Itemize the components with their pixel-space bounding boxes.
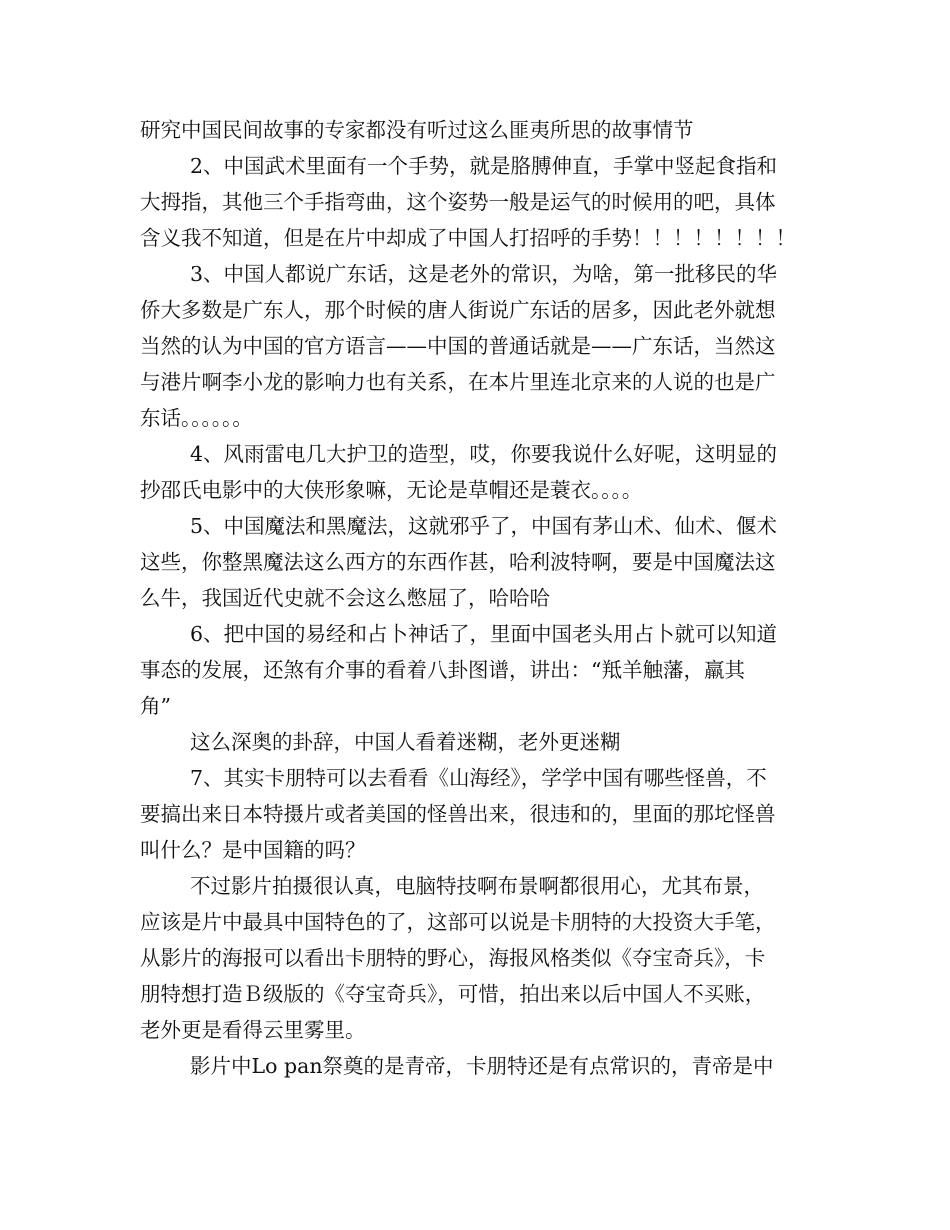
text-line-18: 这么深奥的卦辞，中国人看着迷糊，老外更迷糊 (190, 730, 621, 754)
text-line-23: 应该是片中最具中国特色的了，这部可以说是卡朋特的大投资大手笔， (140, 910, 776, 934)
text-line-20: 要搞出来日本特摄片或者美国的怪兽出来，很违和的，里面的那坨怪兽 (140, 802, 776, 826)
text-line-1: 研究中国民间故事的专家都没有听过这么匪夷所思的故事情节 (140, 118, 694, 142)
text-line-5: 3、中国人都说广东话，这是老外的常识，为啥，第一批移民的华 (190, 262, 778, 286)
text-line-21: 叫什么？是中国籍的吗？ (140, 838, 366, 862)
text-line-11: 抄邵氏电影中的大侠形象嘛，无论是草帽还是蓑衣。。。。 (140, 478, 643, 502)
text-line-4: 含义我不知道，但是在片中却成了中国人打招呼的手势！！！！！！！！ (140, 226, 796, 250)
text-line-9: 东话。。。。。。 (140, 406, 253, 430)
text-line-14: 么牛，我国近代史就不会这么憋屈了，哈哈哈 (140, 586, 550, 610)
text-line-26: 老外更是看得云里雾里。 (140, 1018, 366, 1042)
text-line-3: 大拇指，其他三个手指弯曲，这个姿势一般是运气的时候用的吧，具体 (140, 190, 776, 214)
text-line-8: 与港片啊李小龙的影响力也有关系，在本片里连北京来的人说的也是广 (140, 370, 776, 394)
text-line-12: 5、中国魔法和黑魔法，这就邪乎了，中国有茅山术、仙术、偃术 (190, 514, 778, 538)
text-line-10: 4、风雨雷电几大护卫的造型，哎，你要我说什么好呢，这明显的 (190, 442, 778, 466)
text-line-7: 当然的认为中国的官方语言——中国的普通话就是——广东话，当然这 (140, 334, 776, 358)
text-line-25: 朋特想打造Ｂ级版的《夺宝奇兵》，可惜，拍出来以后中国人不买账， (140, 982, 766, 1006)
text-line-13: 这些，你整黑魔法这么西方的东西作甚，哈利波特啊，要是中国魔法这 (140, 550, 776, 574)
text-line-2: 2、中国武术里面有一个手势，就是胳膊伸直，手掌中竖起食指和 (190, 154, 778, 178)
text-line-22: 不过影片拍摄很认真，电脑特技啊布景啊都很用心，尤其布景， (190, 874, 764, 898)
text-line-19: 7、其实卡朋特可以去看看《山海经》，学学中国有哪些怪兽，不 (190, 766, 767, 790)
text-line-6: 侨大多数是广东人，那个时候的唐人街说广东话的居多，因此老外就想 (140, 298, 776, 322)
text-line-24: 从影片的海报可以看出卡朋特的野心，海报风格类似《夺宝奇兵》，卡 (140, 946, 766, 970)
text-line-15: 6、把中国的易经和占卜神话了，里面中国老头用占卜就可以知道 (190, 622, 778, 646)
text-line-16: 事态的发展，还煞有介事的看着八卦图谱，讲出：“羝羊触藩，羸其 (140, 658, 745, 682)
text-line-17: 角” (140, 694, 171, 718)
text-line-27: 影片中Lo pan祭奠的是青帝，卡朋特还是有点常识的，青帝是中 (190, 1054, 774, 1078)
